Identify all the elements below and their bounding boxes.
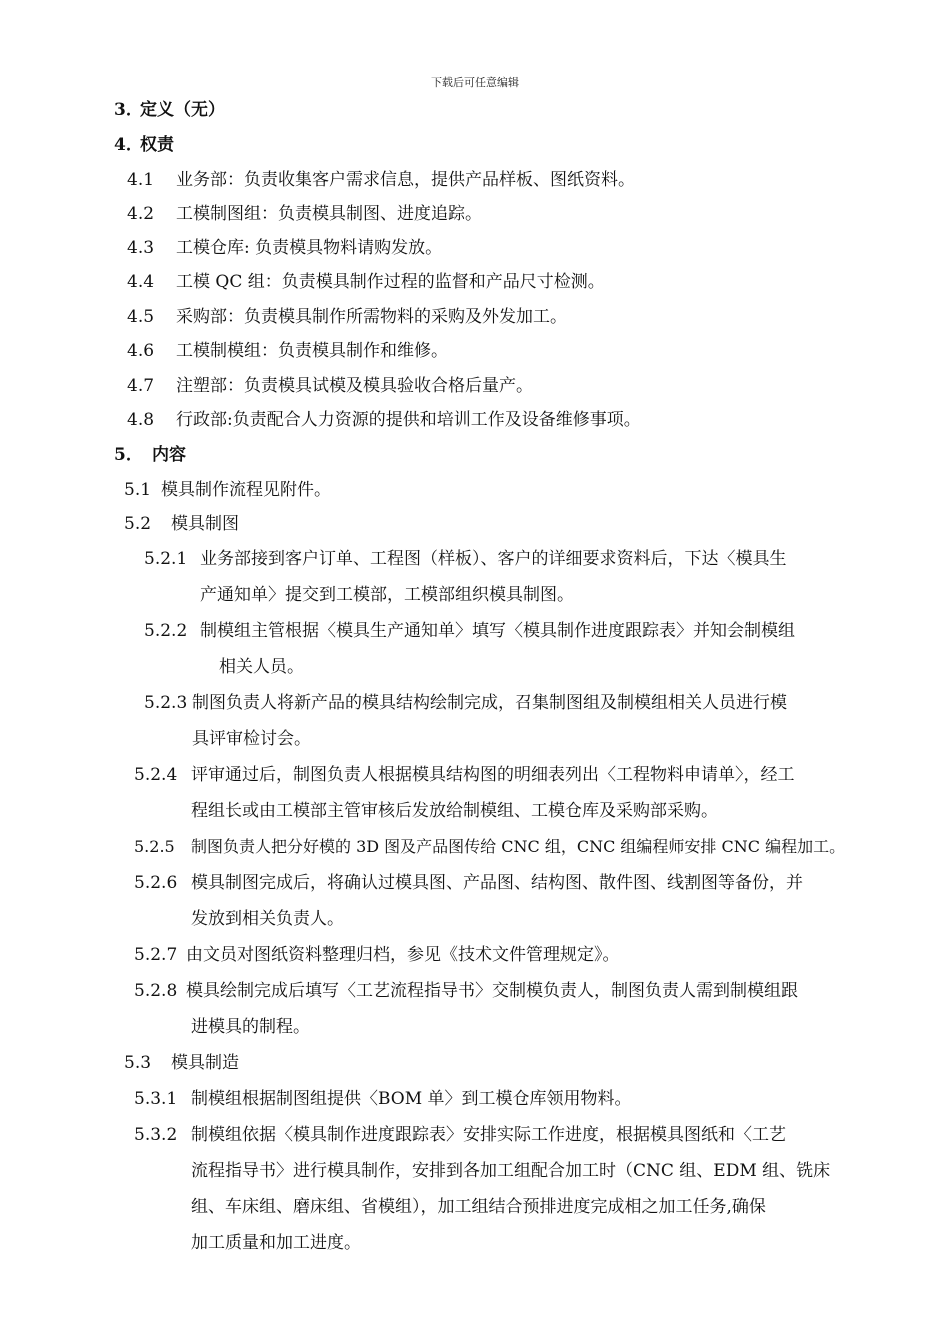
- item-5-2-4-cont: [191, 800, 718, 822]
- item-4-6: [127, 340, 448, 362]
- item-number: 5.2.8: [134, 981, 178, 1001]
- item-text: 模具绘制完成后填写〈工艺流程指导书〉交制模负责人，制图负责人需到制模组跟: [186, 981, 798, 1001]
- item-text: 产通知单〉提交到工模部，工模部组织模具制图。: [200, 585, 574, 605]
- section-title: 内容: [152, 445, 186, 465]
- item-number: 4.1: [127, 170, 155, 190]
- item-4-5: [127, 306, 567, 328]
- item-number: 5.2.4: [134, 765, 178, 785]
- item-4-3: [127, 237, 442, 259]
- item-number: 5.1: [124, 480, 152, 500]
- item-5-2-2: [144, 620, 795, 642]
- item-text: 制图负责人将新产品的模具结构绘制完成，召集制图组及制模组相关人员进行模: [192, 693, 787, 713]
- item-number: 5.2.5: [134, 837, 175, 856]
- item-text: 模具制图: [171, 514, 239, 534]
- item-4-8: [127, 409, 641, 431]
- item-number: 4.4: [127, 272, 155, 292]
- item-number: 5.2.2: [144, 621, 188, 641]
- section-title: 定义（无）: [140, 100, 225, 120]
- section-3-heading: [114, 99, 225, 121]
- item-4-4: [127, 271, 605, 293]
- item-5-1: [124, 479, 331, 501]
- item-text: 进模具的制程。: [191, 1017, 310, 1037]
- item-text: 具评审检讨会。: [192, 729, 311, 749]
- item-text: 注塑部：负责模具试模及模具验收合格后量产。: [176, 376, 533, 396]
- item-number: 5.2.1: [144, 549, 188, 569]
- section-number: 4．: [114, 135, 143, 155]
- item-number: 5.2: [124, 514, 152, 534]
- item-text: 模具制图完成后，将确认过模具图、产品图、结构图、散件图、线割图等备份，并: [191, 873, 803, 893]
- item-number: 5.3: [124, 1053, 152, 1073]
- item-text: 工模 QC 组：负责模具制作过程的监督和产品尺寸检测。: [176, 272, 605, 292]
- item-text: 程组长或由工模部主管审核后发放给制模组、工模仓库及采购部采购。: [191, 801, 718, 821]
- item-text: 采购部：负责模具制作所需物料的采购及外发加工。: [176, 307, 567, 327]
- section-5-heading: [114, 444, 186, 466]
- item-text: 业务部：负责收集客户需求信息，提供产品样板、图纸资料。: [176, 170, 635, 190]
- item-5-3-1: [134, 1088, 632, 1110]
- item-number: 5.2.7: [134, 945, 178, 965]
- item-text: 工模制图组：负责模具制图、进度追踪。: [176, 204, 482, 224]
- item-text: 行政部:负责配合人力资源的提供和培训工作及设备维修事项。: [176, 410, 641, 430]
- item-text: 流程指导书〉进行模具制作，安排到各加工组配合加工时（CNC 组、EDM 组、铣床: [191, 1161, 831, 1181]
- section-4-heading: [114, 134, 174, 156]
- item-5-2-4: [134, 764, 795, 786]
- item-text: 模具制造: [171, 1053, 239, 1073]
- item-text: 制图负责人把分好模的 3D 图及产品图传给 CNC 组，CNC 组编程师安排 CNC 编程加工。: [191, 837, 846, 856]
- item-4-7: [127, 375, 533, 397]
- item-5-2-2-cont: [219, 656, 304, 678]
- item-text: 模具制作流程见附件。: [161, 480, 331, 500]
- item-text: 加工质量和加工进度。: [191, 1233, 361, 1253]
- item-number: 4.3: [127, 238, 155, 258]
- item-text: 评审通过后，制图负责人根据模具结构图的明细表列出〈工程物料申请单〉，经工: [191, 765, 795, 785]
- item-text: 工模制模组：负责模具制作和维修。: [176, 341, 448, 361]
- item-5-2-1-cont: [200, 584, 574, 606]
- item-text: 相关人员。: [219, 657, 304, 677]
- item-number: 4.6: [127, 341, 155, 361]
- item-number: 4.8: [127, 410, 155, 430]
- item-number: 5.2.6: [134, 873, 178, 893]
- item-number: 4.2: [127, 204, 155, 224]
- section-number: 3．: [114, 100, 143, 120]
- item-text: 制模组根据制图组提供〈BOM 单〉到工模仓库领用物料。: [191, 1089, 632, 1109]
- item-5-2-8: [134, 980, 798, 1002]
- item-5-2-8-cont: [191, 1016, 310, 1038]
- item-4-1: [127, 169, 635, 191]
- item-number: 5.2.3: [144, 693, 188, 713]
- item-5-2-5: [134, 836, 845, 858]
- item-5-2-6: [134, 872, 803, 894]
- item-text: 业务部接到客户订单、工程图（样板）、客户的详细要求资料后，下达〈模具生: [200, 549, 787, 569]
- item-text: 工模仓库: 负责模具物料请购发放。: [176, 238, 443, 258]
- item-5-3-2: [134, 1124, 786, 1146]
- item-text: 组、车床组、磨床组、省模组），加工组结合预排进度完成相之加工任务,确保: [191, 1197, 766, 1217]
- item-text: 制模组主管根据〈模具生产通知单〉填写〈模具制作进度跟踪表〉并知会制模组: [200, 621, 795, 641]
- item-text: 制模组依据〈模具制作进度跟踪表〉安排实际工作进度，根据模具图纸和〈工艺: [191, 1125, 786, 1145]
- item-number: 4.5: [127, 307, 155, 327]
- item-5-3-2-cont-1: [191, 1160, 830, 1182]
- item-text: 发放到相关负责人。: [191, 909, 344, 929]
- item-5-2-1: [144, 548, 787, 570]
- item-number: 5.3.1: [134, 1089, 178, 1109]
- item-number: 5.3.2: [134, 1125, 178, 1145]
- item-5-3: [124, 1052, 239, 1074]
- item-5-2: [124, 513, 239, 535]
- item-5-2-6-cont: [191, 908, 344, 930]
- item-text: 由文员对图纸资料整理归档，参见《技术文件管理规定》。: [186, 945, 620, 965]
- item-5-2-3: [144, 692, 787, 714]
- item-5-2-7: [134, 944, 620, 966]
- item-4-2: [127, 203, 482, 225]
- section-number: 5．: [114, 445, 143, 465]
- item-5-2-3-cont: [192, 728, 311, 750]
- item-5-3-2-cont-3: [191, 1232, 361, 1254]
- item-5-3-2-cont-2: [191, 1196, 766, 1218]
- section-title: 权责: [140, 135, 174, 155]
- page-header: 下载后可任意编辑: [431, 76, 519, 89]
- item-number: 4.7: [127, 376, 155, 396]
